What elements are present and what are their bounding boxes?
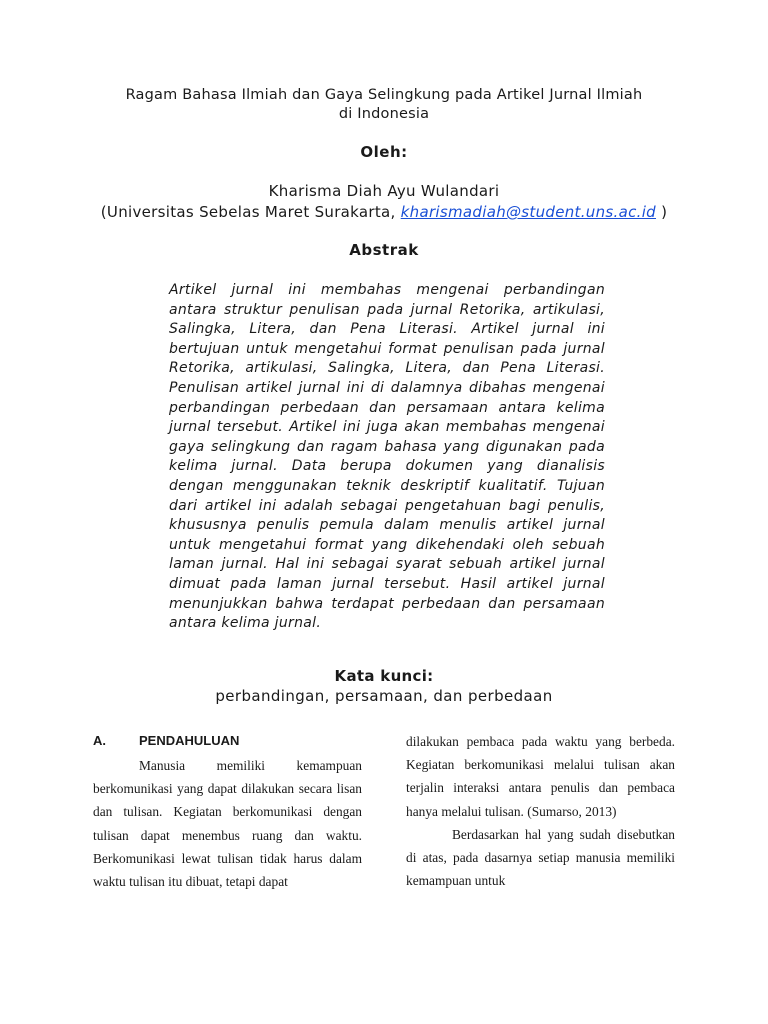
affiliation-prefix: (Universitas Sebelas Maret Surakarta,	[100, 203, 396, 221]
right-column-paragraph-1: dilakukan pembaca pada waktu yang berbeda. Kegiatan berkomunikasi melalui tulisan akan terjalin interaksi antara penulis dan pembaca hanya melalui tulisan. (Sumarso, 2013)	[406, 734, 675, 819]
right-column	[406, 730, 675, 892]
abstract-text: Artikel jurnal ini membahas mengenai perbandingan antara struktur penulisan pada jurnal Retorika, artikulasi, Salingka, Litera, dan Pena Literasi. Artikel jurnal ini bertujuan untuk mengetahui format penulisan pada jurnal Retorika, artikulasi, Salingka, Litera, dan Pena Literasi. Penulisan artikel jurnal ini di dalamnya dibahas mengenai perbandingan perbedaan dan persamaan antara kelima jurnal tersebut. Artikel ini juga akan membahas mengenai gaya selingkung dan ragam bahasa yang digunakan pada kelima jurnal. Data berupa dokumen yang dianalisis dengan menggunakan teknik deskriptif kualitatif. Tujuan dari artikel ini adalah sebagai pengetahuan bagi penulis, khususnya penulis pemula dalam menulis artikel jurnal untuk mengetahui format yang dikehendaki oleh sebuah laman jurnal. Hal ini sebagai syarat sebuah artikel jurnal dimuat pada laman jurnal tersebut. Hasil artikel jurnal menunjukkan bahwa terdapat perbedaan dan persamaan antara kelima jurnal.	[169, 282, 605, 632]
abstract-heading: Abstrak	[349, 241, 419, 259]
left-column-paragraph: Manusia memiliki kemampuan berkomunikasi yang dapat dilakukan secara lisan dan tulisan. Kegiatan berkomunikasi dengan tulisan dapat menembus ruang dan waktu. Berkomunikasi lewat tulisan tidak harus dalam waktu tulisan itu dibuat, tetapi dapat	[93, 758, 362, 890]
document-title	[90, 86, 678, 124]
author-email-link[interactable]: kharismadiah@student.uns.ac.id	[400, 203, 656, 221]
section-letter: A.	[93, 733, 106, 748]
left-column	[93, 754, 362, 893]
section-heading	[93, 733, 239, 748]
author-name: Kharisma Diah Ayu Wulandari	[268, 182, 500, 200]
author-affiliation	[0, 203, 768, 221]
keywords-heading: Kata kunci:	[334, 667, 434, 685]
section-title: PENDAHULUAN	[139, 733, 240, 748]
right-column-paragraph-2: Berdasarkan hal yang sudah disebutkan di atas, pada dasarnya setiap manusia memiliki kemampuan untuk	[406, 826, 675, 889]
affiliation-suffix: )	[661, 203, 668, 221]
by-label: Oleh:	[360, 143, 408, 161]
title-line-1: Ragam Bahasa Ilmiah dan Gaya Selingkung pada Artikel Jurnal Ilmiah	[125, 87, 643, 103]
title-line-2: di Indonesia	[338, 106, 430, 122]
keywords-text: perbandingan, persamaan, dan perbedaan	[215, 687, 553, 705]
